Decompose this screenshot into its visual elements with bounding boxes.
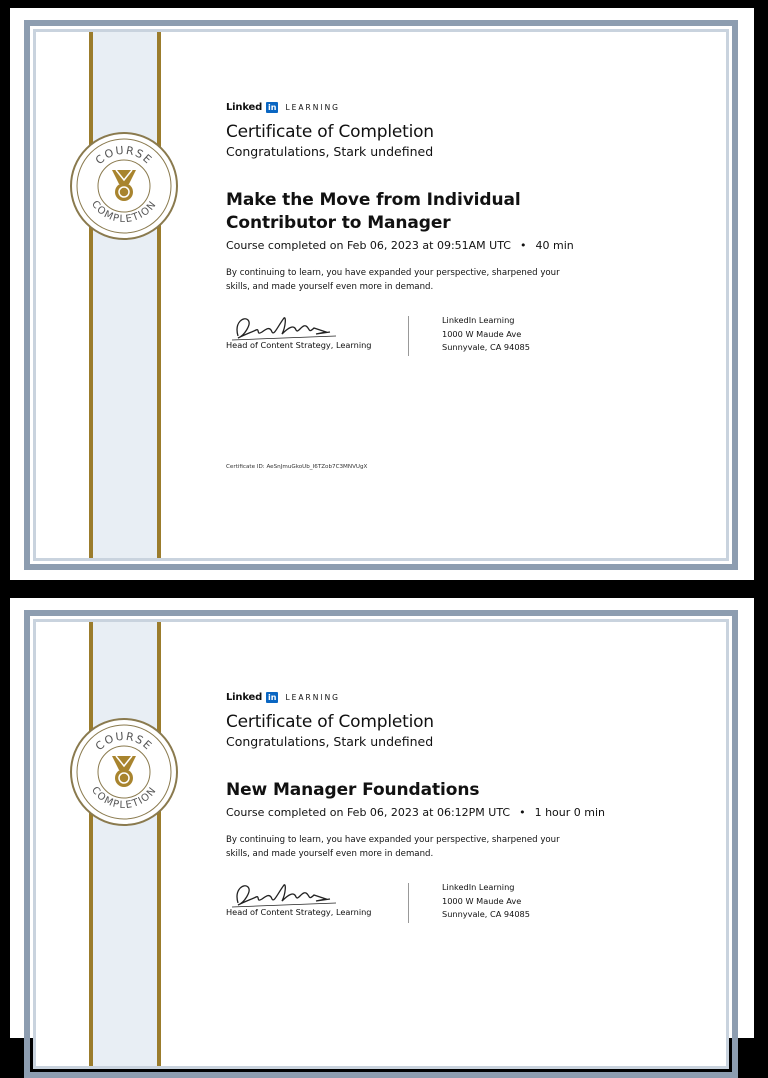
certificate-border xyxy=(24,610,738,1078)
completion-info xyxy=(226,806,706,819)
seal-top-text: COURSE xyxy=(92,729,156,754)
certificate-content xyxy=(226,100,706,470)
congratulations-text: Congratulations, Stark undefined xyxy=(226,734,434,749)
course-title-line: Make the Move from Individual xyxy=(226,190,521,210)
seal-bottom-text: COMPLETION xyxy=(88,198,160,226)
completion-date: Course completed on Feb 06, 2023 at 06:12PM UTC xyxy=(226,806,511,819)
logo-learning: LEARNING xyxy=(285,692,340,702)
signer-title: Head of Content Strategy, Learning xyxy=(226,907,372,917)
signature-image xyxy=(226,312,346,342)
svg-text:COURSE xyxy=(93,730,155,753)
course-title xyxy=(226,779,706,802)
course-title-line: New Manager Foundations xyxy=(226,780,480,800)
encouragement-line: skills, and made yourself even more in demand. xyxy=(226,282,434,292)
course-completion-seal xyxy=(70,718,178,826)
encouragement-text xyxy=(226,266,606,294)
signer-title: Head of Content Strategy, Learning xyxy=(226,340,372,350)
encouragement-line: By continuing to learn, you have expanded your perspective, sharpened your xyxy=(226,268,560,278)
signature-block xyxy=(226,312,706,372)
address-line: Sunnyvale, CA 94085 xyxy=(442,909,530,919)
certificate-inner-border xyxy=(33,29,729,561)
course-completion-seal xyxy=(70,132,178,240)
address-line: LinkedIn Learning xyxy=(442,882,515,892)
certificate-inner-border xyxy=(33,619,729,1069)
medal-icon xyxy=(112,170,136,201)
course-duration: 1 hour 0 min xyxy=(534,806,606,819)
signature-image xyxy=(226,879,346,909)
medal-icon xyxy=(112,756,136,787)
certificate-heading: Certificate of Completion xyxy=(226,712,434,732)
logo-linked: Linked xyxy=(226,691,263,703)
address-line: LinkedIn Learning xyxy=(442,315,515,325)
logo-linked: Linked xyxy=(226,101,263,113)
course-title-line: Contributor to Manager xyxy=(226,213,451,233)
certificate-1 xyxy=(10,8,754,580)
company-address xyxy=(442,314,530,355)
signature-block xyxy=(226,879,706,939)
linkedin-in-icon: in xyxy=(268,102,277,112)
vertical-ribbon xyxy=(89,622,161,1066)
bullet-separator: • xyxy=(519,806,526,819)
course-title xyxy=(226,189,706,235)
linkedin-in-icon: in xyxy=(268,692,277,702)
certificate-heading: Certificate of Completion xyxy=(226,122,434,142)
seal-bottom-text: COMPLETION xyxy=(88,784,160,812)
address-line: 1000 W Maude Ave xyxy=(442,328,522,339)
certificate-content xyxy=(226,690,706,939)
encouragement-text xyxy=(226,833,606,861)
linkedin-learning-logo xyxy=(226,100,706,114)
vertical-ribbon xyxy=(89,32,161,558)
completion-info xyxy=(226,239,706,252)
certificate-id: Certificate ID: AeSnJmuGkoUb_I6TZob7C3MNVUgX xyxy=(226,464,368,470)
encouragement-line: skills, and made yourself even more in demand. xyxy=(226,849,434,859)
logo-learning: LEARNING xyxy=(285,102,340,112)
completion-date: Course completed on Feb 06, 2023 at 09:51AM UTC xyxy=(226,239,511,252)
address-line: Sunnyvale, CA 94085 xyxy=(442,342,530,352)
certificate-2 xyxy=(10,598,754,1038)
certificate-border xyxy=(24,20,738,570)
seal-top-text: COURSE xyxy=(92,143,156,168)
company-address xyxy=(442,881,530,922)
signature-divider xyxy=(408,883,409,923)
address-line: 1000 W Maude Ave xyxy=(442,895,522,906)
svg-text:COURSE xyxy=(93,144,155,167)
congratulations-text: Congratulations, Stark undefined xyxy=(226,144,434,159)
linkedin-learning-logo xyxy=(226,690,706,704)
course-duration: 40 min xyxy=(535,239,574,252)
bullet-separator: • xyxy=(519,239,527,252)
signature-divider xyxy=(408,316,409,356)
encouragement-line: By continuing to learn, you have expanded your perspective, sharpened your xyxy=(226,835,560,845)
